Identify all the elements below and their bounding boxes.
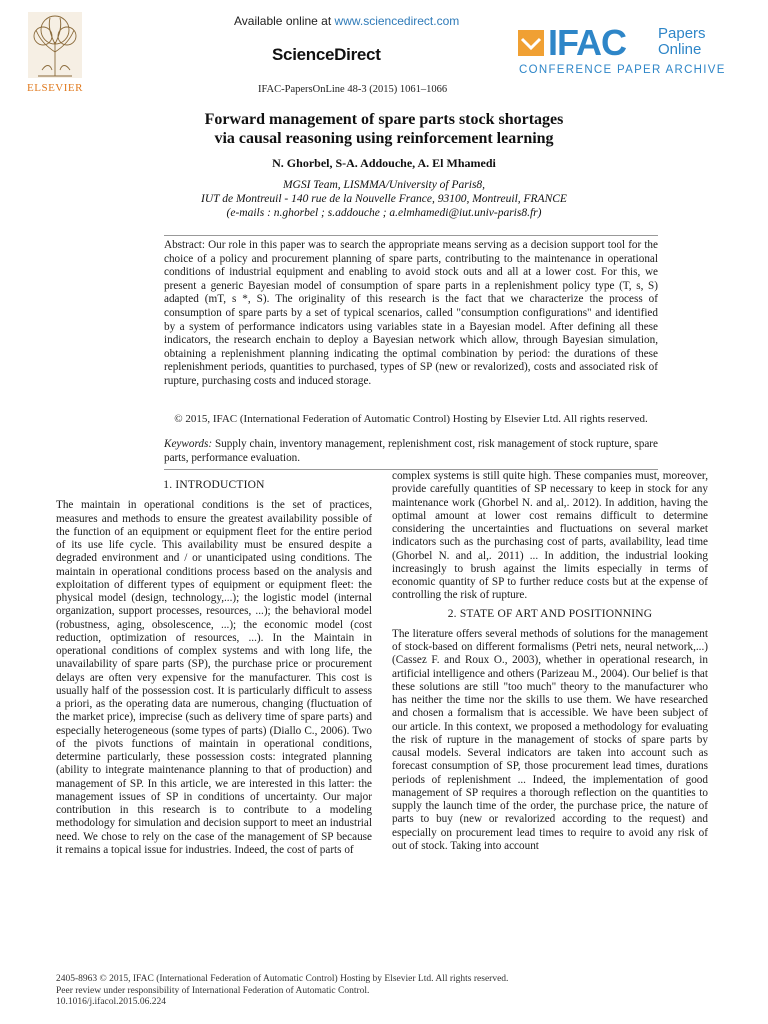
elsevier-logo [20,12,90,96]
footer [56,974,716,1009]
ifac-papers-word: Papers [658,25,706,42]
section-heading-state-of-art: 2. STATE OF ART AND POSITIONNING [447,607,653,620]
sciencedirect-link[interactable]: www.sciencedirect.com [334,14,460,28]
ifac-name: IFAC [548,22,627,63]
footer-peer-review: Peer review under responsibility of International Federation of Automatic Control. [56,985,370,996]
ifac-papers-online [658,26,706,58]
abstract: Abstract: Our role in this paper was to search the appropriate means serving as a decision support tool for the choice of a policy and procurement planning of spare parts, contributing to the maintenance in operational conditions of industrial equipment and enabling to avoid stock outs and all at a lower cost. For this, we present a generic Bayesian model of consumption of spare parts in a replenishment policy type (T, s, S) adapted (mT, s *, S). The originality of this research is the fact that we characterize the process of consumption of spare parts by a set of typical scenarios, called "consumption configurations" and identified by a system of performance indicators using variables state in a Bayesian model. After defining all these indicators, the research enchain to deploy a Bayesian network which allow, through Bayesian simulation, obtaining a replenishment planning indicating the optimal combination by period: the durations of these replenishment periods, quantities to purchased, types of SP (new or revalorized), costs and associated risk of rupture, purchasing costs and induced storage. [164,239,658,387]
keywords-label: Keywords: [164,438,213,450]
elsevier-wordmark: ELSEVIER [27,82,83,94]
title-line: Forward management of spare parts stock shortages [204,111,564,128]
section-heading-introduction: 1. INTRODUCTION [163,479,265,491]
ifac-mark-icon [518,30,544,56]
affiliation-line: MGSI Team, LISMMA/University of Paris8, [282,179,486,191]
affiliation-line: (e-mails : n.ghorbel ; s.addouche ; a.elmhamedi@iut.univ-paris8.fr) [226,207,542,219]
copyright-notice: © 2015, IFAC (International Federation of Automatic Control) Hosting by Elsevier Ltd. All rights reserved. [174,413,648,425]
abstract-top-rule [164,235,658,236]
footer-doi[interactable]: 10.1016/j.ifacol.2015.06.224 [56,997,167,1007]
left-column [56,476,372,862]
ifac-logo [518,22,750,84]
authors: N. Ghorbel, S-A. Addouche, A. El Mhamedi [272,156,496,170]
intro-paragraph-continued: complex systems is still quite high. These companies must, moreover, provide carefully quantities of SP necessary to keep in stock for any maintenance work (Ghorbel N. and al,. 2012). In addition, having the optimal amount at lower cost remains difficult to determine considering the uncertainties and fluctuations on several market indicators such as the purchasing cost of parts, availability, lead time (Ghorbel N. and al,. 2011) ... In addition, the industrial looking increasingly to brush against the limits especially in terms of economic quantity of SP to further reduce costs but at the expense of controlling the risk of rupture. [392,470,708,602]
intro-paragraph: The maintain in operational conditions is the set of practices, measures and methods to ensure the greatest availability possible of the function of an equipment or equipment fleet for the entire period of its use life cycle. This availability must be ensured despite a degraded environment and / or unanticipated using conditions. The maintain in operational conditions process based on the analysis and exploitation of different types of equipment or equipment fleet: the physical model (design, technology,...); the logistic model (internal organization, support processes, resources, ...); the behavioral model (robustness, aging, obsolescence, ...); the economic model (cost reduction, optimization of resources, ...). In the Maintain in operational conditions of complex systems and with long life, the unavailability of spare parts (SP), the purchase price or procurement delays are often very expensive for the manufacturer. This cost is usually half of the possession cost. It is particularly difficult to assess a priori, as the operating data are numerous, changing (fluctuation of the market price), imprecise (such as delivery time of spare parts) and especially heterogeneous (some types of parts) (Diallo C., 2006). Two of the pivots functions of maintain in operational conditions, determine particularly, these possession costs: integrated planning (ability to integrate maintenance planning to that of production) and management of SP. In this article, we are interested in this latter: the management issues of SP in conditions of uncertainty. Our major contribution in this research is to contribute to a modeling methodology for simulation and decision support to meet an industrial need. We chose to rely on the case of the management of SP because it remains a topical issue for industries. Indeed, the cost of parts of [56,499,372,856]
keywords [164,437,658,465]
paper-title [100,110,668,148]
keywords-text: Supply chain, inventory management, replenishment cost, risk management of stock rupture, spare parts, performance evaluation. [164,438,658,464]
ifac-archive-label: CONFERENCE PAPER ARCHIVE [519,64,726,76]
journal-reference: IFAC-PapersOnLine 48-3 (2015) 1061–1066 [258,84,448,95]
footer-copyright: 2405-8963 © 2015, IFAC (International Federation of Automatic Control) Hosting by Elsevier Ltd. All rights reserved. [56,974,509,984]
sciencedirect-title: ScienceDirect [272,45,381,64]
affiliation [100,178,668,220]
title-line: via causal reasoning using reinforcement learning [214,130,554,147]
affiliation-line: IUT de Montreuil - 140 rue de la Nouvelle France, 93100, Montreuil, FRANCE [201,193,567,205]
available-online-line [234,14,459,28]
state-of-art-paragraph: The literature offers several methods of solutions for the management of stock-based on different formalisms (Petri nets, neural network,...) (Cassez F. and Roux O., 2003), whether in operational research, in artificial intelligence and others (Parizeau M., 2004). Our belief is that these solutions are still "too much" theory to the manufacturer who has neither the time nor the skills to use them. We have researched and chosen a formalism that is accessible. We have been subject of our article. In this context, we proposed a methodology for evaluating the risk of rupture in the management of stocks of spare parts by causal models. Several indicators are taken into account such as forecast consumption of SP, those procurement lead times, durations periods of replenishment ... Indeed, the implementation of good management of SP requires a thorough reflection on the quantities to supply the launch time of the order, the purchase price, the nature of parts to buy (new or revalorized according to the request) and especially on procurement lead times to require to avoid any risk of out of stock. Taking into account [392,627,708,852]
elsevier-tree-icon [28,12,82,78]
available-prefix: Available online at [234,14,335,28]
right-column [392,470,708,858]
ifac-online-word: Online [658,41,702,58]
